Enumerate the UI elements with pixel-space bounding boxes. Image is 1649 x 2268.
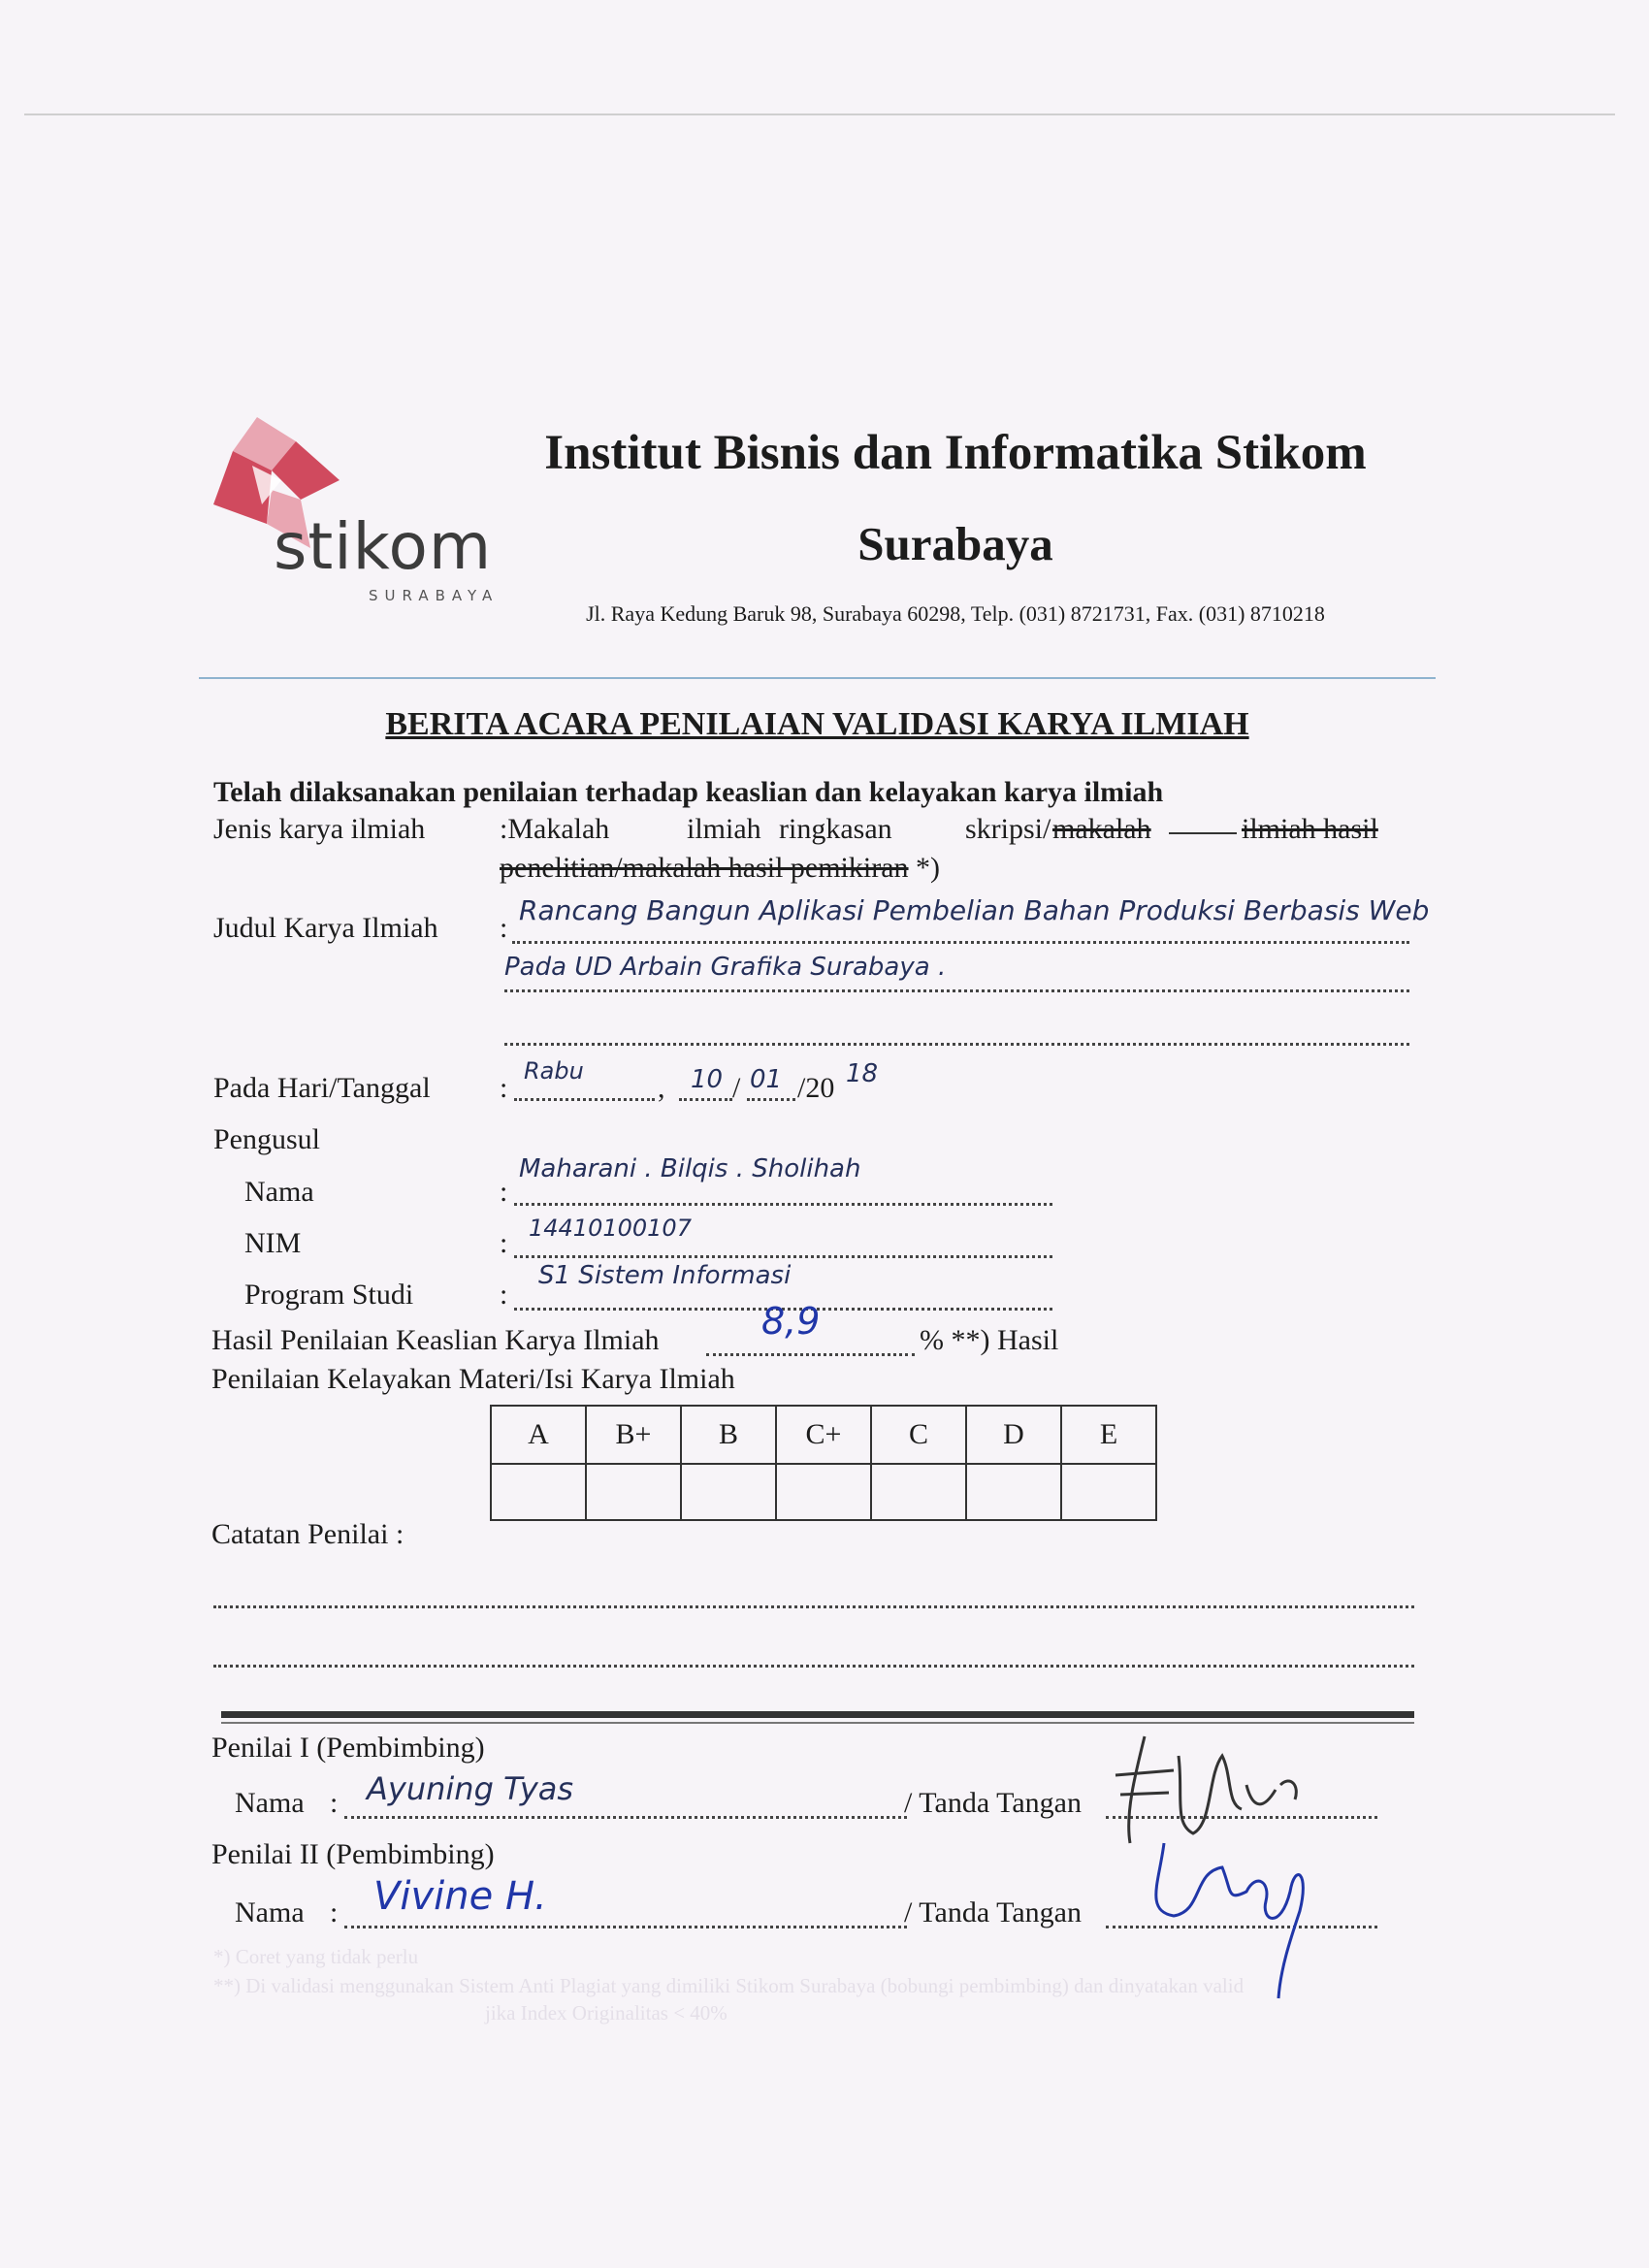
- penilai1-nama-label: Nama: [235, 1787, 305, 1819]
- nim-value: 14410100107: [529, 1215, 692, 1242]
- penilai1-nama-value: Ayuning Tyas: [367, 1770, 574, 1807]
- institution-city: Surabaya: [857, 517, 1053, 570]
- tanggal-dotline-d: [679, 1098, 732, 1101]
- judul-colon: :: [500, 912, 508, 944]
- tanggal-comma: ,: [658, 1072, 665, 1104]
- grade-d-cell[interactable]: [966, 1464, 1061, 1520]
- tanggal-y-value: 18: [846, 1059, 879, 1088]
- tanggal-d-value: 10: [691, 1065, 724, 1094]
- jenis-strike-penelitian: penelitian/makalah hasil pemikiran: [500, 852, 909, 884]
- grade-b-cell[interactable]: [681, 1464, 776, 1520]
- kelayakan-label: Penilaian Kelayakan Materi/Isi Karya Ilmiah: [211, 1363, 735, 1395]
- grade-c-header: C: [871, 1406, 966, 1464]
- grade-a-header: A: [491, 1406, 586, 1464]
- hasil-dotline: [706, 1353, 915, 1356]
- prodi-label: Program Studi: [244, 1279, 414, 1311]
- penilai1-colon: :: [330, 1787, 339, 1819]
- grade-e-cell[interactable]: [1061, 1464, 1156, 1520]
- penilai2-nama-label: Nama: [235, 1896, 305, 1928]
- jenis-label: Jenis karya ilmiah: [213, 813, 426, 845]
- jenis-strike-makalah: makalah: [1052, 813, 1151, 845]
- tanggal-slash: /: [732, 1072, 741, 1104]
- judul-label: Judul Karya Ilmiah: [213, 912, 438, 944]
- grade-cplus-header: C+: [776, 1406, 871, 1464]
- jenis-line2: [500, 852, 940, 885]
- header-divider: [199, 677, 1436, 679]
- institution-address: Jl. Raya Kedung Baruk 98, Surabaya 60298, Telp. (031) 8721731, Fax. (031) 8710218: [586, 601, 1325, 626]
- hasil-suffix: % **) Hasil: [920, 1324, 1059, 1356]
- penilai2-label: Penilai II (Pembimbing): [211, 1838, 495, 1870]
- nama-colon: :: [500, 1176, 508, 1208]
- jenis-word-ringkasan: ringkasan: [779, 813, 892, 845]
- jenis-strike-ilmiah-hasil: ilmiah hasil: [1242, 813, 1378, 845]
- grade-cplus-cell[interactable]: [776, 1464, 871, 1520]
- grade-a-cell[interactable]: [491, 1464, 586, 1520]
- penilai2-tanda-label: / Tanda Tangan: [904, 1896, 1082, 1928]
- pengusul-label: Pengusul: [213, 1123, 321, 1155]
- tanggal-year-prefix: /20: [797, 1072, 835, 1104]
- catatan-dotline-2: [213, 1665, 1414, 1668]
- grade-table: [490, 1405, 1157, 1521]
- jenis-footnote-mark: *): [916, 852, 941, 884]
- catatan-label: Catatan Penilai :: [211, 1518, 404, 1550]
- catatan-dotline-1: [213, 1605, 1414, 1608]
- nama-dotline: [514, 1203, 1052, 1206]
- scan-top-line: [24, 113, 1615, 115]
- logo-subtext: SURABAYA: [369, 587, 500, 604]
- grade-bplus-header: B+: [586, 1406, 681, 1464]
- footnote-1: *) Coret yang tidak perlu: [213, 1945, 419, 1968]
- logo-wordmark: stikom: [274, 509, 493, 584]
- tanggal-m-value: 01: [750, 1065, 783, 1094]
- jenis-word-skripsi: skripsi/: [965, 813, 1051, 845]
- penilai1-nama-dotline: [344, 1816, 907, 1819]
- grade-mark-row: [491, 1464, 1156, 1520]
- grade-bplus-cell[interactable]: [586, 1464, 681, 1520]
- grade-header-row: [491, 1406, 1156, 1464]
- footnote-2: **) Di validasi menggunakan Sistem Anti Plagiat yang dimiliki Stikom Surabaya (bobungi pembimbing) dan dinyatakan valid: [213, 1974, 1245, 1997]
- jenis-word-ilmiah: ilmiah: [687, 813, 761, 845]
- grade-d-header: D: [966, 1406, 1061, 1464]
- institution-name: Institut Bisnis dan Informatika Stikom: [544, 426, 1367, 480]
- nim-colon: :: [500, 1227, 508, 1259]
- penilai2-nama-dotline: [344, 1926, 907, 1928]
- judul-line1-value: Rancang Bangun Aplikasi Pembelian Bahan Produksi Berbasis Web: [519, 894, 1430, 926]
- prodi-value: S1 Sistem Informasi: [538, 1261, 792, 1290]
- prodi-colon: :: [500, 1279, 508, 1311]
- tanggal-day-value: Rabu: [524, 1057, 584, 1085]
- hasil-label: Hasil Penilaian Keaslian Karya Ilmiah: [211, 1324, 660, 1356]
- footnote-3: jika Index Originalitas < 40%: [485, 2001, 728, 2025]
- tanggal-colon: :: [500, 1072, 508, 1104]
- grade-b-header: B: [681, 1406, 776, 1464]
- nim-label: NIM: [244, 1227, 302, 1259]
- tanggal-dotline-m: [747, 1098, 795, 1101]
- jenis-word-makalah: :Makalah: [500, 813, 610, 845]
- penilai1-label: Penilai I (Pembimbing): [211, 1732, 485, 1764]
- tanggal-label: Pada Hari/Tanggal: [213, 1072, 431, 1104]
- penilai2-colon: :: [330, 1896, 339, 1928]
- grade-c-cell[interactable]: [871, 1464, 966, 1520]
- hasil-value: 8,9: [761, 1300, 821, 1343]
- judul-dotline-3: [504, 1043, 1409, 1046]
- penilai1-tanda-label: / Tanda Tangan: [904, 1787, 1082, 1819]
- nama-value: Maharani . Bilqis . Sholihah: [519, 1154, 861, 1183]
- nim-dotline: [514, 1255, 1052, 1258]
- judul-dotline-1: [512, 941, 1409, 944]
- tanggal-dotline-day: [514, 1098, 655, 1101]
- jenis-strike-dash: [1169, 832, 1237, 834]
- document-title: BERITA ACARA PENILAIAN VALIDASI KARYA ILMIAH: [385, 706, 1249, 742]
- judul-dotline-2: [504, 989, 1409, 992]
- nama-label: Nama: [244, 1176, 314, 1208]
- judul-line2-value: Pada UD Arbain Grafika Surabaya .: [504, 953, 947, 982]
- grade-e-header: E: [1061, 1406, 1156, 1464]
- penilai2-nama-value: Vivine H.: [373, 1874, 547, 1919]
- intro-statement: Telah dilaksanakan penilaian terhadap keaslian dan kelayakan karya ilmiah: [213, 776, 1164, 808]
